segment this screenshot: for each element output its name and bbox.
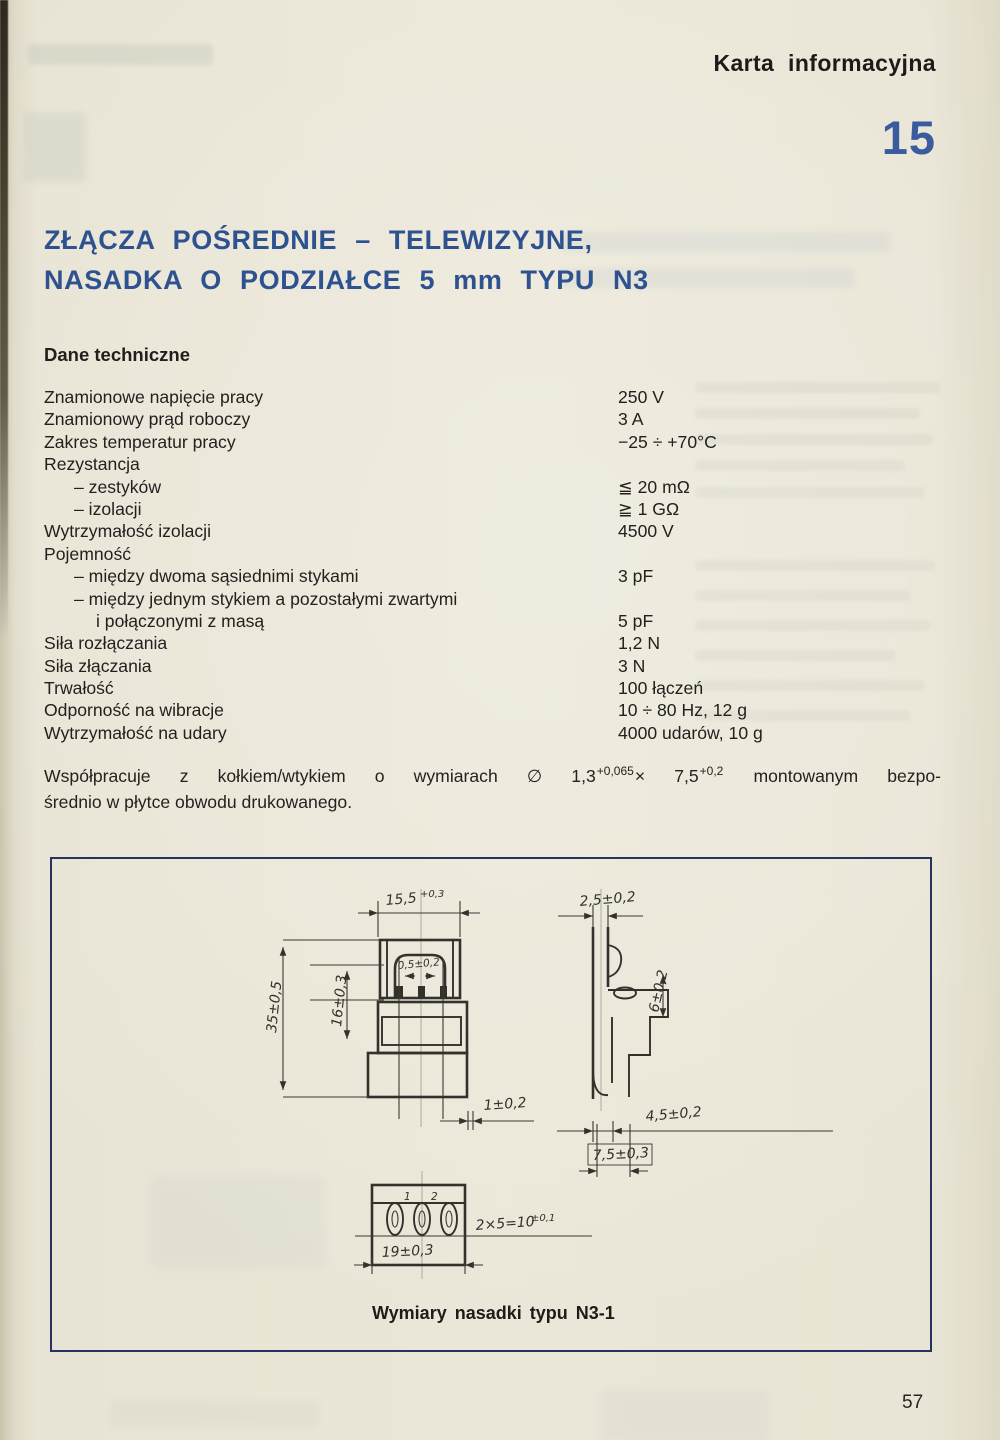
spec-row	[44, 477, 949, 499]
title-line-1: ZŁĄCZA POŚREDNIE – TELEWIZYJNE,	[44, 225, 593, 255]
card-number: 15	[881, 111, 936, 164]
spec-label: Trwałość	[44, 678, 114, 699]
spec-label: i połączonymi z masą	[96, 610, 265, 631]
spec-row	[44, 678, 949, 700]
tolerance-superscript: +0,2	[699, 764, 724, 778]
dim-slot-width: 0,5±0,2	[397, 956, 441, 972]
spec-label: Rezystancja	[44, 454, 140, 475]
spec-value: ≧ 1 GΩ	[618, 498, 680, 519]
spec-label: Odporność na wibracje	[44, 700, 224, 721]
spec-label: Zakres temperatur pracy	[44, 431, 236, 452]
spec-row	[44, 700, 949, 722]
spec-row	[44, 454, 949, 476]
spec-row	[44, 589, 949, 611]
dim-total-height: 35±0,5	[264, 980, 286, 1034]
spec-value: 4500 V	[618, 521, 674, 542]
paragraph-text: Współpracuje z kołkiem/wtykiem o wymiarach ∅ 1,3	[44, 766, 596, 786]
binding-shadow	[0, 0, 8, 640]
spec-value: 3 pF	[618, 566, 654, 587]
pin-number-2: 2	[431, 1191, 438, 1203]
pin-number-1: 1	[404, 1191, 411, 1203]
dim-pin-pitch-tolerance: ±0,1	[531, 1213, 556, 1224]
spec-label: – izolacji	[74, 498, 142, 519]
bleed-through	[28, 44, 213, 65]
spec-row	[44, 544, 949, 566]
spec-value: −25 ÷ +70°C	[618, 431, 717, 452]
spec-row	[44, 723, 949, 745]
spec-row	[44, 633, 949, 655]
spec-label: – między jednym stykiem a pozostałymi zwartymi	[74, 588, 458, 609]
spec-value: 100 łączeń	[618, 678, 704, 699]
dim-pin-pitch: 2×5=10	[475, 1213, 536, 1234]
document-title	[44, 220, 649, 300]
spec-label: Wytrzymałość izolacji	[44, 521, 212, 542]
paragraph-text: montowanym bezpo-	[724, 766, 942, 786]
tolerance-superscript: +0,065	[596, 764, 634, 778]
specs-heading: Dane techniczne	[44, 344, 190, 365]
spec-label: – między dwoma sąsiednimi stykami	[74, 566, 359, 587]
page-header-label: Karta informacyjna	[713, 50, 936, 76]
figure-frame	[50, 857, 932, 1352]
spec-row	[44, 656, 949, 678]
technical-drawing	[52, 859, 929, 1349]
dim-front-width: 15,5	[384, 890, 418, 909]
bleed-through	[24, 112, 86, 182]
intro-paragraph	[44, 758, 941, 815]
spec-value: 4000 udarów, 10 g	[618, 722, 763, 743]
dim-base-width: 19±0,3	[381, 1242, 434, 1261]
spec-label: Siła złączania	[44, 655, 152, 676]
spec-label: Siła rozłączania	[44, 633, 168, 654]
spec-label: – zestyków	[74, 476, 162, 497]
dim-side-base: 4,5±0,2	[644, 1104, 703, 1125]
spec-row	[44, 521, 949, 543]
spec-row	[44, 387, 949, 409]
dim-front-width-tolerance: +0,3	[420, 889, 445, 900]
spec-value: 10 ÷ 80 Hz, 12 g	[618, 700, 747, 721]
title-line-2: NASADKA O PODZIAŁCE 5 mm TYPU N3	[44, 265, 649, 295]
spec-value: 3 N	[618, 655, 646, 676]
spec-table	[44, 387, 949, 745]
spec-label: Znamionowe napięcie pracy	[44, 387, 264, 407]
spec-row	[44, 432, 949, 454]
dim-pin-protrusion: 1±0,2	[483, 1095, 528, 1114]
dim-side-depth: 7,5±0,3	[592, 1145, 650, 1164]
bleed-through	[600, 1388, 770, 1440]
spec-label: Znamionowy prąd roboczy	[44, 409, 251, 430]
spec-value: 5 pF	[618, 610, 654, 631]
spec-label: Wytrzymałość na udary	[44, 722, 227, 743]
bleed-through	[110, 1400, 320, 1428]
spec-value: 250 V	[618, 387, 664, 407]
spec-row	[44, 566, 949, 588]
spec-row	[44, 611, 949, 633]
paragraph-line-1	[44, 758, 941, 789]
spec-label: Pojemność	[44, 543, 132, 564]
page-number: 57	[902, 1392, 924, 1413]
figure-caption: Wymiary nasadki typu N3-1	[372, 1303, 615, 1323]
dim-body-height: 16±0,3	[329, 974, 351, 1028]
dim-side-contact: 6±0,2	[646, 968, 672, 1014]
spec-row	[44, 499, 949, 521]
spec-value: ≦ 20 mΩ	[618, 476, 690, 497]
dim-side-top: 2,5±0,2	[578, 889, 637, 910]
paragraph-line-2: średnio w płytce obwodu drukowanego.	[44, 792, 353, 812]
paragraph-text: × 7,5	[634, 766, 699, 786]
spec-value: 1,2 N	[618, 633, 661, 654]
spec-row	[44, 409, 949, 431]
spec-value: 3 A	[618, 409, 644, 430]
